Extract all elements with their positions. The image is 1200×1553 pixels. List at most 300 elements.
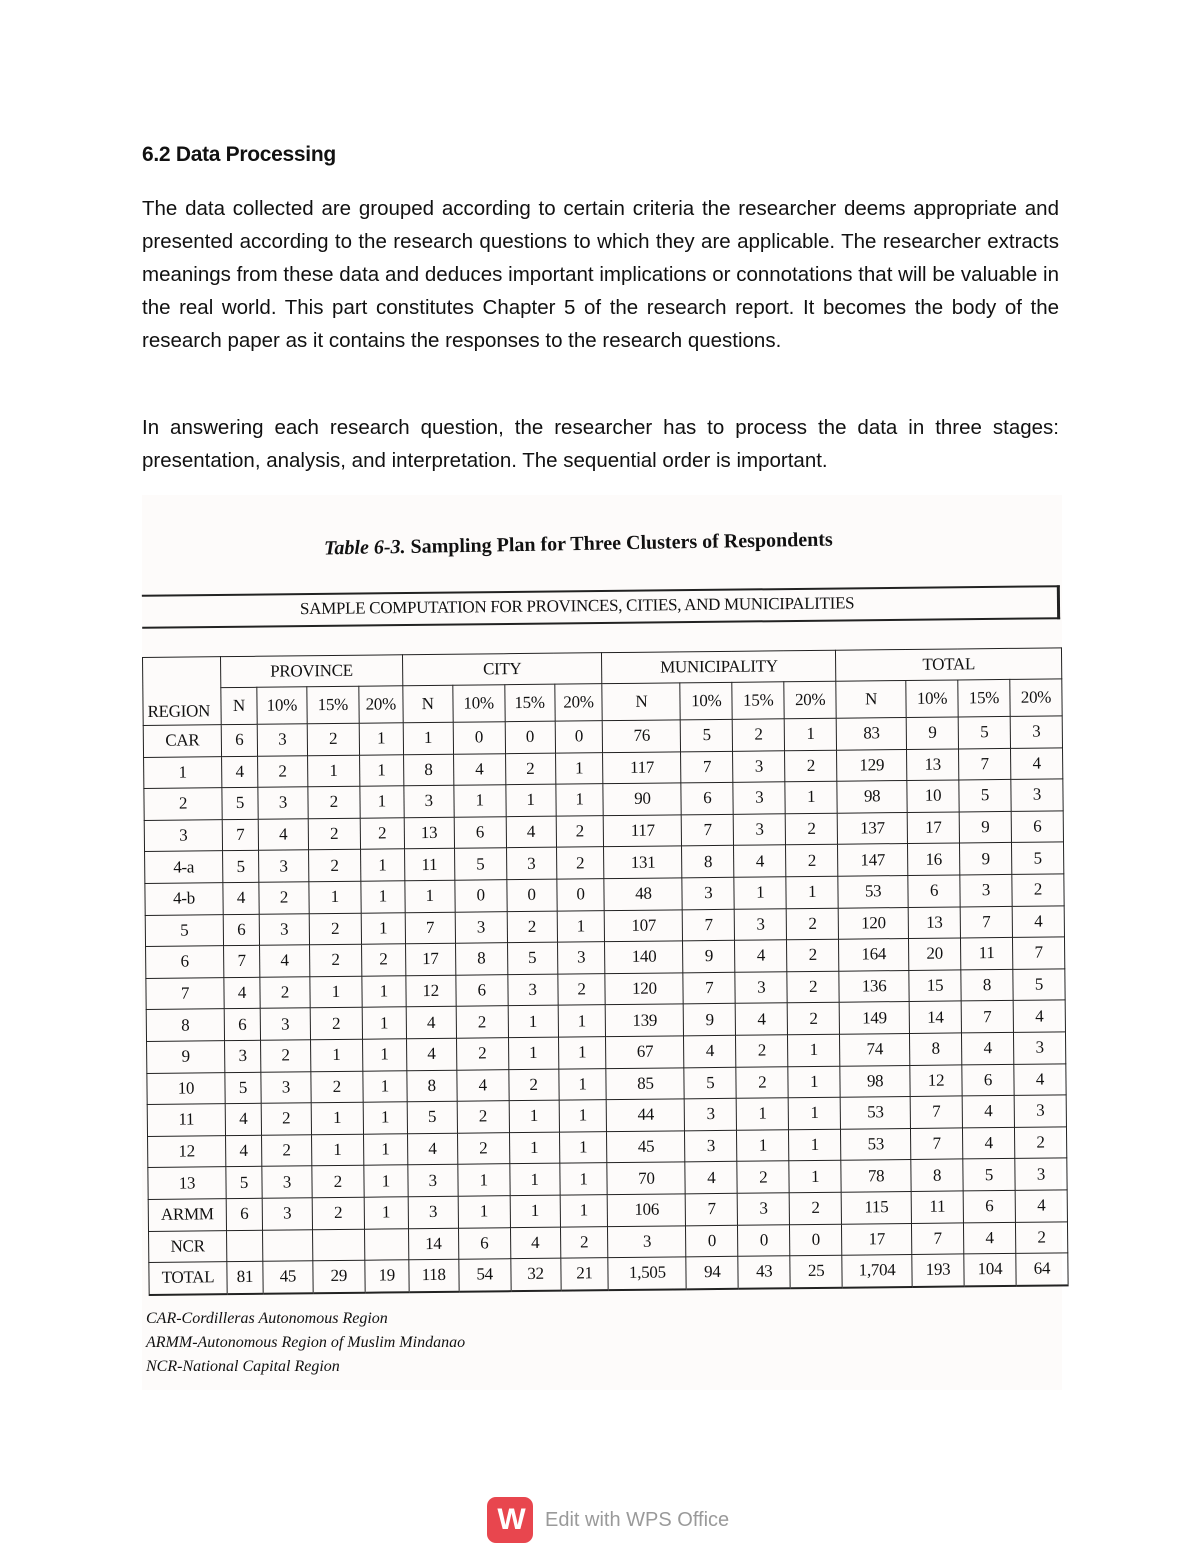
- region-cell: 4-a: [145, 851, 223, 883]
- value-cell: 19: [365, 1260, 409, 1293]
- sub-header: 20%: [784, 681, 836, 719]
- value-cell: 3: [404, 785, 454, 817]
- value-cell: 2: [736, 1035, 788, 1067]
- value-cell: 3: [685, 1098, 737, 1130]
- value-cell: 2: [312, 1197, 364, 1229]
- value-cell: 164: [839, 939, 909, 971]
- value-cell: 48: [604, 878, 682, 910]
- sub-header: N: [602, 683, 680, 721]
- value-cell: 2: [457, 1132, 509, 1164]
- value-cell: 6: [456, 974, 508, 1006]
- region-cell: 5: [145, 914, 223, 946]
- value-cell: 3: [960, 874, 1012, 906]
- value-cell: 0: [506, 879, 556, 911]
- value-cell: 4: [453, 753, 505, 785]
- region-cell: 10: [147, 1072, 225, 1104]
- value-cell: 6: [962, 1064, 1014, 1096]
- value-cell: [262, 1229, 312, 1261]
- sub-header: 15%: [732, 682, 784, 720]
- value-cell: 2: [789, 1192, 841, 1224]
- value-cell: 6: [908, 875, 960, 907]
- group-header-province: PROVINCE: [220, 655, 402, 688]
- value-cell: 4: [225, 1135, 261, 1167]
- value-cell: 5: [407, 1101, 457, 1133]
- value-cell: 1: [789, 1161, 841, 1193]
- value-cell: 1: [361, 881, 405, 913]
- scanned-table-image: [142, 495, 1062, 1390]
- value-cell: 3: [261, 1071, 311, 1103]
- value-cell: 4: [1014, 1063, 1066, 1095]
- value-cell: 2: [732, 719, 784, 751]
- paragraph-2: In answering each research question, the researcher has to process the data in three stages: presentation, analysis, and interpretation. The sequential order is important.: [142, 416, 1059, 472]
- value-cell: 1: [363, 1102, 407, 1134]
- region-cell: 4-b: [145, 883, 223, 915]
- value-cell: 6: [221, 724, 257, 756]
- value-cell: 3: [733, 814, 785, 846]
- value-cell: 1: [557, 910, 605, 942]
- value-cell: 106: [608, 1194, 686, 1226]
- value-cell: 3: [455, 911, 507, 943]
- value-cell: 2: [261, 1103, 311, 1135]
- value-cell: 1: [311, 1102, 363, 1134]
- value-cell: 3: [258, 850, 308, 882]
- value-cell: 1: [510, 1195, 560, 1227]
- value-cell: 4: [1013, 1000, 1065, 1032]
- value-cell: 4: [258, 819, 308, 851]
- value-cell: 6: [454, 816, 506, 848]
- value-cell: 3: [737, 1193, 789, 1225]
- value-cell: 20: [909, 938, 961, 970]
- value-cell: 107: [605, 909, 683, 941]
- value-cell: 7: [686, 1193, 738, 1225]
- region-cell: 11: [147, 1104, 225, 1136]
- value-cell: 3: [262, 1166, 312, 1198]
- value-cell: 1: [403, 722, 453, 754]
- value-cell: 2: [308, 850, 360, 882]
- value-cell: 53: [838, 875, 908, 907]
- region-cell: 12: [148, 1135, 226, 1167]
- value-cell: 2: [257, 755, 307, 787]
- value-cell: 118: [409, 1259, 459, 1292]
- value-cell: 140: [605, 941, 683, 973]
- value-cell: 16: [908, 843, 960, 875]
- value-cell: 44: [607, 1099, 685, 1131]
- value-cell: 4: [961, 1032, 1013, 1064]
- value-cell: 1: [559, 1163, 607, 1195]
- value-cell: 1: [360, 786, 404, 818]
- value-cell: 7: [959, 748, 1011, 780]
- value-cell: 6: [963, 1190, 1015, 1222]
- table-banner: [142, 585, 1060, 629]
- value-cell: 53: [841, 1128, 911, 1160]
- value-cell: 12: [910, 1064, 962, 1096]
- region-cell: 13: [148, 1167, 226, 1199]
- region-cell: 8: [146, 1009, 224, 1041]
- sub-header: 20%: [1010, 679, 1062, 717]
- value-cell: 3: [685, 1130, 737, 1162]
- value-cell: 13: [907, 749, 959, 781]
- sub-header: 20%: [359, 686, 403, 723]
- sub-header: N: [403, 685, 453, 723]
- value-cell: 4: [510, 1227, 560, 1259]
- value-cell: 2: [361, 944, 405, 976]
- value-cell: 4: [962, 1096, 1014, 1128]
- value-cell: 3: [259, 913, 309, 945]
- sub-header: 15%: [307, 686, 359, 724]
- value-cell: 78: [841, 1160, 911, 1192]
- value-cell: [364, 1228, 408, 1260]
- value-cell: 5: [963, 1159, 1015, 1191]
- value-cell: 1: [311, 1134, 363, 1166]
- value-cell: 2: [312, 1166, 364, 1198]
- value-cell: 5: [959, 780, 1011, 812]
- value-cell: 0: [455, 880, 507, 912]
- value-cell: 94: [686, 1256, 738, 1289]
- value-cell: 0: [453, 722, 505, 754]
- value-cell: 7: [912, 1222, 964, 1254]
- value-cell: 25: [790, 1255, 842, 1288]
- value-cell: 3: [1011, 779, 1063, 811]
- value-cell: 7: [682, 814, 734, 846]
- value-cell: 1: [558, 1068, 606, 1100]
- value-cell: 15: [909, 970, 961, 1002]
- value-cell: 1: [789, 1129, 841, 1161]
- value-cell: 3: [608, 1225, 686, 1257]
- value-cell: 5: [507, 942, 557, 974]
- value-cell: 90: [603, 783, 681, 815]
- value-cell: 6: [681, 783, 733, 815]
- value-cell: 3: [408, 1165, 458, 1197]
- value-cell: 7: [222, 819, 258, 851]
- value-cell: 14: [909, 1001, 961, 1033]
- value-cell: 4: [735, 940, 787, 972]
- value-cell: 1: [309, 881, 361, 913]
- value-cell: 0: [555, 721, 603, 753]
- value-cell: 17: [405, 943, 455, 975]
- value-cell: 1: [788, 1097, 840, 1129]
- value-cell: 120: [838, 907, 908, 939]
- value-cell: 2: [560, 1226, 608, 1258]
- value-cell: 9: [959, 811, 1011, 843]
- value-cell: 3: [507, 974, 557, 1006]
- value-cell: 1: [558, 1005, 606, 1037]
- value-cell: 1: [508, 1006, 558, 1038]
- value-cell: 5: [1011, 842, 1063, 874]
- value-cell: 3: [733, 750, 785, 782]
- value-cell: 4: [734, 845, 786, 877]
- value-cell: 136: [839, 970, 909, 1002]
- value-cell: 4: [1012, 905, 1064, 937]
- value-cell: 81: [227, 1261, 263, 1293]
- value-cell: 4: [222, 756, 258, 788]
- value-cell: 0: [790, 1224, 842, 1256]
- sub-header: 10%: [680, 682, 732, 720]
- value-cell: 6: [458, 1227, 510, 1259]
- value-cell: 149: [839, 1002, 909, 1034]
- value-cell: 6: [224, 1009, 260, 1041]
- value-cell: 54: [458, 1259, 510, 1292]
- value-cell: 4: [735, 1003, 787, 1035]
- region-cell: 2: [144, 788, 222, 820]
- value-cell: 1: [364, 1165, 408, 1197]
- value-cell: 7: [961, 1001, 1013, 1033]
- value-cell: 2: [785, 750, 837, 782]
- value-cell: 104: [964, 1253, 1016, 1286]
- value-cell: 1: [364, 1197, 408, 1229]
- value-cell: 4: [1010, 747, 1062, 779]
- region-cell: 7: [146, 977, 224, 1009]
- value-cell: 6: [223, 914, 259, 946]
- value-cell: 9: [960, 843, 1012, 875]
- value-cell: 2: [786, 908, 838, 940]
- value-cell: 1: [555, 784, 603, 816]
- value-cell: 4: [685, 1162, 737, 1194]
- value-cell: 4: [225, 1103, 261, 1135]
- value-cell: 83: [836, 718, 906, 750]
- value-cell: 3: [682, 877, 734, 909]
- value-cell: 98: [840, 1065, 910, 1097]
- region-cell: TOTAL: [149, 1262, 227, 1295]
- value-cell: 1: [359, 723, 403, 755]
- value-cell: 1: [559, 1131, 607, 1163]
- value-cell: 1: [458, 1196, 510, 1228]
- value-cell: 8: [403, 754, 453, 786]
- value-cell: 2: [261, 1134, 311, 1166]
- value-cell: 7: [910, 1096, 962, 1128]
- note-armm: ARMM-Autonomous Region of Muslim Mindanao: [146, 1334, 466, 1351]
- value-cell: 2: [785, 813, 837, 845]
- value-cell: 8: [407, 1070, 457, 1102]
- value-cell: 4: [223, 882, 259, 914]
- value-cell: 2: [557, 973, 605, 1005]
- value-cell: 11: [404, 849, 454, 881]
- value-cell: 74: [840, 1033, 910, 1065]
- value-cell: 85: [606, 1067, 684, 1099]
- value-cell: 4: [406, 1038, 456, 1070]
- value-cell: 1: [359, 754, 403, 786]
- value-cell: 3: [257, 724, 307, 756]
- value-cell: 12: [406, 975, 456, 1007]
- value-cell: 2: [259, 882, 309, 914]
- value-cell: 2: [308, 818, 360, 850]
- value-cell: 3: [262, 1198, 312, 1230]
- value-cell: 1: [734, 877, 786, 909]
- paragraph-1: The data collected are grouped according to certain criteria the researcher deems appropriate and presented according to the research questions to which they are applicable. The researcher extracts meanings from these data and deduces important implications or connotations that will be valuable in the real world. This part constitutes Chapter 5 of the research report. It becomes the body of the research paper as it contains the responses to the research questions.: [142, 197, 1059, 352]
- value-cell: 0: [505, 721, 555, 753]
- value-cell: 129: [837, 749, 907, 781]
- value-cell: 3: [1013, 1032, 1065, 1064]
- value-cell: 29: [313, 1260, 365, 1293]
- value-cell: 14: [408, 1228, 458, 1260]
- value-cell: 2: [1015, 1221, 1067, 1253]
- value-cell: 6: [226, 1198, 262, 1230]
- region-header: REGION: [143, 657, 222, 726]
- value-cell: 2: [737, 1161, 789, 1193]
- value-cell: 1: [362, 1039, 406, 1071]
- sub-header: 10%: [906, 680, 958, 718]
- value-cell: 1: [509, 1100, 559, 1132]
- table-caption-title: Sampling Plan for Three Clusters of Respondents: [410, 528, 833, 558]
- value-cell: 193: [912, 1254, 964, 1287]
- value-cell: 8: [910, 1033, 962, 1065]
- value-cell: 1: [505, 784, 555, 816]
- value-cell: 1,704: [842, 1255, 912, 1288]
- value-cell: 1: [360, 849, 404, 881]
- value-cell: 1: [559, 1100, 607, 1132]
- value-cell: 2: [456, 1006, 508, 1038]
- value-cell: 3: [1014, 1095, 1066, 1127]
- region-cell: 9: [147, 1041, 225, 1073]
- value-cell: 5: [223, 851, 259, 883]
- value-cell: 53: [840, 1097, 910, 1129]
- value-cell: 1: [509, 1163, 559, 1195]
- value-cell: 2: [307, 723, 359, 755]
- value-cell: 8: [961, 969, 1013, 1001]
- value-cell: 115: [841, 1191, 911, 1223]
- value-cell: 5: [1013, 969, 1065, 1001]
- group-header-city: CITY: [402, 653, 602, 686]
- value-cell: 5: [681, 719, 733, 751]
- value-cell: 3: [408, 1196, 458, 1228]
- value-cell: 11: [961, 938, 1013, 970]
- value-cell: 2: [1012, 874, 1064, 906]
- value-cell: 8: [455, 943, 507, 975]
- value-cell: 1: [310, 976, 362, 1008]
- value-cell: 1: [310, 1039, 362, 1071]
- value-cell: 2: [309, 913, 361, 945]
- value-cell: 7: [1012, 937, 1064, 969]
- value-cell: 5: [225, 1072, 261, 1104]
- value-cell: 1: [560, 1195, 608, 1227]
- value-cell: 2: [360, 818, 404, 850]
- value-cell: 2: [456, 1038, 508, 1070]
- value-cell: 8: [682, 846, 734, 878]
- wps-edit-badge[interactable]: [487, 1497, 729, 1543]
- value-cell: 17: [842, 1223, 912, 1255]
- value-cell: 7: [960, 906, 1012, 938]
- sub-header: 10%: [452, 685, 504, 723]
- value-cell: 1: [558, 1037, 606, 1069]
- value-cell: 1: [457, 1164, 509, 1196]
- value-cell: 1: [509, 1132, 559, 1164]
- value-cell: 21: [560, 1258, 608, 1291]
- value-cell: 3: [224, 1040, 260, 1072]
- value-cell: 3: [260, 1008, 310, 1040]
- sub-header: N: [836, 681, 906, 719]
- value-cell: 4: [456, 1069, 508, 1101]
- value-cell: 9: [906, 717, 958, 749]
- value-cell: 3: [1010, 716, 1062, 748]
- wps-edit-label[interactable]: Edit with WPS Office: [545, 1508, 730, 1531]
- value-cell: 1: [362, 976, 406, 1008]
- group-header-municipality: MUNICIPALITY: [602, 650, 836, 683]
- value-cell: 4: [963, 1222, 1015, 1254]
- region-cell: ARMM: [148, 1199, 226, 1231]
- value-cell: 3: [258, 787, 308, 819]
- value-cell: 6: [1011, 811, 1063, 843]
- sub-header: 20%: [554, 684, 602, 722]
- value-cell: 1: [736, 1098, 788, 1130]
- value-cell: 1: [784, 718, 836, 750]
- value-cell: 7: [681, 751, 733, 783]
- value-cell: [312, 1229, 364, 1261]
- value-cell: 2: [786, 845, 838, 877]
- value-cell: 2: [507, 911, 557, 943]
- value-cell: 70: [607, 1162, 685, 1194]
- value-cell: 2: [1014, 1127, 1066, 1159]
- value-cell: 7: [683, 972, 735, 1004]
- sub-header: 10%: [257, 687, 307, 725]
- group-header-total: TOTAL: [836, 648, 1062, 681]
- section-heading: 6.2 Data Processing: [142, 143, 336, 166]
- value-cell: 131: [604, 846, 682, 878]
- value-cell: 1,505: [608, 1257, 686, 1290]
- value-cell: 137: [837, 812, 907, 844]
- wps-logo-icon[interactable]: W: [487, 1497, 533, 1543]
- value-cell: 1: [362, 1007, 406, 1039]
- value-cell: 1: [363, 1070, 407, 1102]
- value-cell: 9: [684, 1004, 736, 1036]
- value-cell: 1: [454, 785, 506, 817]
- value-cell: 7: [405, 912, 455, 944]
- value-cell: 4: [684, 1035, 736, 1067]
- table-caption: [324, 529, 833, 561]
- value-cell: 147: [838, 844, 908, 876]
- region-cell: NCR: [149, 1230, 227, 1262]
- region-cell: 6: [146, 946, 224, 978]
- value-cell: 5: [222, 787, 258, 819]
- value-cell: 1: [363, 1133, 407, 1165]
- value-cell: 2: [260, 977, 310, 1009]
- region-cell: 3: [144, 819, 222, 851]
- value-cell: 2: [308, 786, 360, 818]
- value-cell: 98: [837, 781, 907, 813]
- value-cell: 3: [735, 972, 787, 1004]
- value-cell: 2: [787, 939, 839, 971]
- value-cell: 3: [734, 908, 786, 940]
- value-cell: 3: [1015, 1158, 1067, 1190]
- table-notes: [146, 1307, 465, 1379]
- value-cell: 67: [606, 1036, 684, 1068]
- value-cell: 45: [607, 1131, 685, 1163]
- table-body: [143, 716, 1068, 1295]
- value-cell: 3: [506, 848, 556, 880]
- sub-header: 15%: [504, 684, 554, 722]
- value-cell: 1: [786, 876, 838, 908]
- value-cell: 10: [907, 780, 959, 812]
- value-cell: 1: [361, 912, 405, 944]
- value-cell: 1: [508, 1037, 558, 1069]
- value-cell: 139: [606, 1004, 684, 1036]
- value-cell: 7: [911, 1128, 963, 1160]
- value-cell: 2: [556, 847, 604, 879]
- value-cell: 4: [259, 945, 309, 977]
- value-cell: 5: [226, 1167, 262, 1199]
- value-cell: 2: [736, 1066, 788, 1098]
- value-cell: 2: [309, 944, 361, 976]
- value-cell: 1: [785, 781, 837, 813]
- value-cell: 2: [508, 1069, 558, 1101]
- value-cell: 7: [683, 909, 735, 941]
- value-cell: 17: [907, 812, 959, 844]
- sub-header: 15%: [958, 679, 1010, 717]
- value-cell: 1: [405, 880, 455, 912]
- value-cell: 1: [307, 755, 359, 787]
- value-cell: 2: [787, 971, 839, 1003]
- region-cell: CAR: [143, 725, 221, 757]
- value-cell: 1: [788, 1066, 840, 1098]
- value-cell: 4: [962, 1127, 1014, 1159]
